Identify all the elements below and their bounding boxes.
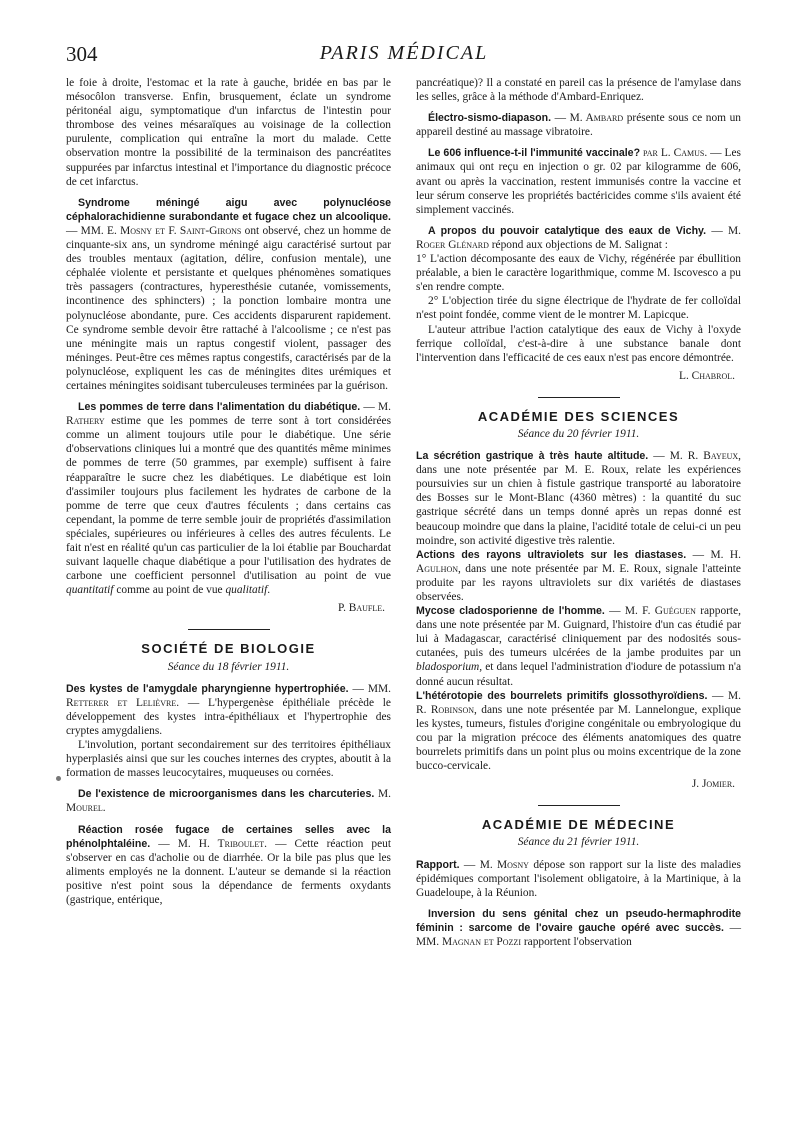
article-title: Des kystes de l'amygdale pharyngienne hypertrophiée. xyxy=(66,682,349,695)
article-body: estime que les pommes de terre sont à tort considérées comme un aliment toujours utile pour le diabétique. Une série d'observations cliniques lui a montré que des quantités même minimes de pommes de terre (50 grammes, par exemple) suffisent à faire réapparaître le sucre chez les diabétiques. Le diabétique est loin d'assimiler toujours plus facilement les hydrates de carbone de la pomme de terre que ceux d'autres féculents ; dans certains cas cependant, la pomme de terre semble jouir de propriétés d'assimilation spéciales, supérieures ou inférieures à celles des autres féculents. Le fait n'est en réalité qu'un cas particulier de la loi établie par Bouchardat suivant laquelle chaque diabétique a pour l'utilisation des hydrates de carbone une coefficient personnel d'utilisation au point de vue xyxy=(66,415,391,583)
running-title: PARIS MÉDICAL xyxy=(319,42,489,64)
signature: J. Jomier. xyxy=(691,778,735,791)
article-mycose: Mycose cladosporienne de l'homme. — M. F. Guéguen rapporte, dans une note présentée par M. Guignard, l'histoire d'un cas étudié par lui à Madagascar, caractérisé cliniquement par des nodosités sous-cutanées, puis des tumeurs ulcérées de la jambe produites par un bladosporium, et dans lequel l'administration d'iodure de potassium n'a donné aucun résultat. xyxy=(416,605,741,688)
article-secretion-gastrique: La sécrétion gastrique à très haute altitude. — M. R. Bayeux, dans une note présentée par M. E. Roux, relate les expériences poursuivies sur un chien à fistule gastrique transporté au laboratoire des Bosses sur le Mont-Blanc (4360 mètres) : la quantité du suc gastrique sécrété dans un temps donné après un repas donné est beaucoup moindre que dans la plaine, l'acidité totale de celui-ci un peu moindre, son activité digestive très ralentie. xyxy=(416,450,742,547)
article-title: Rapport. xyxy=(416,858,460,871)
article-author: M. Mourel. xyxy=(66,788,391,815)
section-divider xyxy=(538,397,620,398)
article-body: dépose son rapport sur la liste des maladies épidémiques comportant l'isolement obligatoire, à la Martinique, à la Guadeloupe, à la Réunion. xyxy=(416,858,741,899)
section-title-sciences: ACADÉMIE DES SCIENCES xyxy=(477,408,680,424)
page-header xyxy=(66,42,742,74)
numbered-point-2: 2° L'objection tirée du signe électrique de l'hydrate de fer colloïdal n'est point fondée, comme vient de le montrer M. Lapicque. xyxy=(416,295,741,322)
article-body: Les animaux qui ont reçu en injection o gr. 02 par kilogramme de 606, avant ou après la vaccination, restent immunisés contre la vaccine et leur sérum conserve les propriétés bactéricides comme s'ils avaient été simplement vaccinés. xyxy=(416,147,741,216)
signature: P. Baufle. xyxy=(338,602,385,615)
margin-dot xyxy=(56,776,61,781)
article-title: L'hétérotopie des bourrelets primitifs glossothyroïdiens. xyxy=(416,689,708,702)
article-title: Actions des rayons ultraviolets sur les diastases. xyxy=(416,548,687,561)
article-title: La sécrétion gastrique à très haute altitude. xyxy=(416,450,649,463)
article-body: Cette réaction peut s'observer en cas d'acholie ou de diarrhée. Or la bile pas plus que les aliments employés ne la donnent. L'auteur se demande si la réaction positive n'est point sous la dépendance de ferments oxydants (gastrique, entérique, xyxy=(66,837,391,906)
article-title: A propos du pouvoir catalytique des eaux de Vichy. xyxy=(428,224,707,237)
page-number: 304 xyxy=(66,42,98,66)
article-body: et dans lequel l'administration d'iodure de potassium n'a donné aucun résultat. xyxy=(416,661,741,688)
emphasis-text: qualitatif xyxy=(225,584,268,597)
article-title: Le 606 influence-t-il l'immunité vaccinale? xyxy=(428,147,641,160)
article-606: Le 606 influence-t-il l'immunité vaccinale? par L. Camus. — Les animaux qui ont reçu en injection o gr. 02 par kilogramme de 606, avant ou après la vaccination, restent immunisés contre la vaccine et leur sérum conserve les propriétés bactéricides comme s'ils avaient été simplement vaccinés. xyxy=(416,147,741,216)
session-date: Séance du 18 février 1911. xyxy=(167,660,290,673)
section-title-biologie: SOCIÉTÉ DE BIOLOGIE xyxy=(141,641,316,657)
article-phenolphtaleine: Réaction rosée fugace de certaines selles avec la phénolphtaléine. — M. H. Triboulet. — Cette réaction peut s'observer en cas d'acholie ou de diarrhée. Or la bile pas plus que les aliments employés ne la donnent. L'auteur se demande si la réaction positive n'est point sous la dépendance de ferments oxydants (gastrique, entérique, xyxy=(66,823,391,906)
article-charcuteries xyxy=(66,787,391,815)
article-body: dans une note présentée par M. Lannelongue, explique les kystes, tumeurs, fistules d'origine congénitale ou embryologique du cou par la migration précoce des éléments anatomiques des quatre bourrelets primitifs dans un point plus ou moins excentrique de la zone bucco-cervicale. xyxy=(416,703,741,773)
article-kystes: Des kystes de l'amygdale pharyngienne hypertrophiée. — MM. Retterer et Lelièvre. — L'hypergenèse épithéliale précède le développement des kystes intra-épithéliaux et l'hypertrophie des cryptes amygdaliens. xyxy=(66,682,391,737)
section-title-medecine: ACADÉMIE DE MÉDECINE xyxy=(481,817,676,833)
article-body-continued: L'auteur attribue l'action catalytique des eaux de Vichy à l'oxyde ferrique colloïdal, c'est-à-dire à une substance banale dont l'intervention dans l'efficacité de ces eaux n'est pas encore démontrée. xyxy=(416,323,741,364)
article-body: comme au point de vue xyxy=(116,584,223,597)
article-vichy: A propos du pouvoir catalytique des eaux de Vichy. — M. Roger Glénard répond aux objections de M. Salignat : xyxy=(416,224,741,251)
article-author: M. F. Guéguen xyxy=(624,605,696,618)
left-column xyxy=(66,76,391,907)
continuation-text: pancréatique)? Il a constaté en pareil cas la présence de l'amylase dans les selles, grâce à la méthode d'Ambard-Enriquez. xyxy=(416,77,741,104)
article-electro-sismo: Électro-sismo-diapason. — M. Ambard présente sous ce nom un appareil destiné au massage vibratoire. xyxy=(416,112,741,139)
article-author: MM. E. Mosny et F. Saint-Girons xyxy=(80,224,242,237)
article-title: Inversion du sens génital chez un pseudo-hermaphrodite féminin : sarcome de l'ovaire gauche opéré avec succès. xyxy=(416,907,741,934)
article-rapport: Rapport. — M. Mosny dépose son rapport sur la liste des maladies épidémiques comportant l'isolement obligatoire, à la Martinique, à la Guadeloupe, à la Réunion. xyxy=(416,858,741,899)
section-divider xyxy=(538,805,620,806)
article-body: L'hypergenèse épithéliale précède le développement des kystes intra-épithéliaux et l'hypertrophie des cryptes amygdaliens. xyxy=(66,696,391,737)
article-body: dans une note présentée par M. E. Roux, relate les expériences poursuivies sur un chien à fistule gastrique transporté au laboratoire des Bosses sur le Mont-Blanc (4360 mètres) : la quantité du suc gastrique sécrété dans un temps donné après un repas donné est beaucoup moindre que dans la plaine, l'acidité totale de celui-ci un peu moindre, son activité digestive très ralentie. xyxy=(416,464,741,547)
article-author: M. R. Robinson, xyxy=(416,689,741,716)
article-heterotopie: L'hétérotopie des bourrelets primitifs glossothyroïdiens. — M. R. Robinson, dans une note présentée par M. Lannelongue, explique les kystes, tumeurs, fistules d'origine congénitale ou embryologique du cou par la migration précoce des éléments anatomiques des quatre bourrelets primitifs dans un point plus ou moins excentrique de la zone bucco-cervicale. xyxy=(416,689,741,773)
numbered-point-1: 1° L'action décomposante des eaux de Vichy, régénérée par ébullition préalable, a bien le caractère logarithmique, comme M. Iscovesco a pu s'en rendre compte. xyxy=(416,253,741,294)
article-body: présente sous ce nom un appareil destiné au massage vibratoire. xyxy=(416,112,741,139)
article-body: ont observé, chez un homme de cinquante-six ans, un syndrome méningé aigu caractérisé surtout par des troubles mentaux (agitation, délire, confusion mentale), une céphalée violente et persistante et quelques phénomènes somatiques très passagers (contractures, hyperesthésie cutanée, vomissements, incontinence des sphincters) ; la ponction lombaire montra une polynucléose abondante, pure. Ces accidents disparurent rapidement. Ce syndrome semble devoir être rattaché à l'alcoolisme ; ce n'est pas une méningite mais un raptus congestif violent, passager des méninges. Peut-être ces mêmes raptus congestifs, caractérisés par de la polynucléose, expliquent les cas de méningites dites urémiques et certaines méningites soidisant tuberculeuses terminées par la guérison. xyxy=(66,224,391,392)
session-date: Séance du 21 février 1911. xyxy=(517,836,640,849)
article-body-continued: L'involution, portant secondairement sur des territoires épithéliaux hyperplasiés ainsi que sur les couches internes des cryptes, aboutit à la formation de masses leucocytaires, muqueuses ou cornées. xyxy=(66,739,391,780)
article-author: par L. Camus. xyxy=(643,147,708,160)
article-title: Mycose cladosporienne de l'homme. xyxy=(416,605,605,618)
article-author: M. H. Triboulet. xyxy=(177,837,268,850)
article-author: M. Ambard xyxy=(569,112,624,125)
article-body: répond aux objections de M. Salignat : xyxy=(491,238,668,251)
right-column xyxy=(416,76,741,949)
article-author: M. R. Bayeux, xyxy=(669,450,742,463)
article-syndrome-meninge: Syndrome méningé aigu avec polynucléose céphalorachidienne surabondante et fugace chez un alcoolique. — MM. E. Mosny et F. Saint-Girons ont observé, chez un homme de cinquante-six ans, un syndrome méningé aigu caractérisé surtout par des troubles mentaux (agitation, délire, confusion mentale), une céphalée violente et persistante et quelques phénomènes somatiques très passagers (contractures, hyperesthésie cutanée, vomissements, incontinence des sphincters) ; la ponction lombaire montra une polynucléose abondante, pure. Ces accidents disparurent rapidement. Ce syndrome semble devoir être rattaché à l'alcoolisme ; ce n'est pas une méningite mais un raptus congestif violent, passager des méninges. Peut-être ces mêmes raptus congestifs, caractérisés par de la polynucléose, expliquent les cas de méningites dites urémiques et certaines méningites soidisant tuberculeuses terminées par la guérison. xyxy=(66,196,391,392)
article-title: Les pommes de terre dans l'alimentation du diabétique. xyxy=(78,401,361,414)
article-body: rapporte, dans une note présentée par M. Guignard, l'histoire d'un cas étudié par lui à Madagascar, caractérisé cliniquement par des nodosités sous-cutanées, puis des tumeurs ulcérées de la jambe produites par un xyxy=(416,605,741,660)
article-rayons-ultraviolets: Actions des rayons ultraviolets sur les diastases. — M. H. Agulhon, dans une note présentée par M. E. Roux, signale l'atteinte produite par les rayons ultraviolets sur dix variétés de diastases observées. xyxy=(416,548,741,603)
article-author: M. Roger Glénard xyxy=(416,224,741,251)
article-pommes-de-terre: Les pommes de terre dans l'alimentation du diabétique. — M. Rathery estime que les pommes de terre sont à tort considérées comme un aliment toujours utile pour le diabétique. Une série d'observations cliniques lui a montré que des quantités même minimes de pommes de terre (50 grammes, par exemple) suffisent à faire réapparaître le sucre chez les diabétiques. Le diabétique est loin d'assimiler toujours plus facilement les hydrates de carbone de la pomme de terre que ceux d'autres féculents ; dans certains cas cependant, la pomme de terre semble jouir de propriétés d'assimilation spéciales, supérieures ou inférieures à celles des autres féculents. Le fait n'est en réalité qu'un cas particulier de la loi établie par Bouchardat suivant laquelle chaque diabétique a pour l'utilisation des hydrates de carbone une coefficient personnel d'utilisation au point de vue quantitatif comme au point de vue qualitatif. xyxy=(66,401,391,597)
article-inversion-sens-genital: Inversion du sens génital chez un pseudo-hermaphrodite féminin : sarcome de l'ovaire gauche opéré avec succès. — MM. Magnan et Pozzi rapportent l'observation xyxy=(416,907,741,948)
emphasis-text: bladosporium, xyxy=(416,661,483,674)
article-author: MM. Retterer et Lelièvre. xyxy=(66,682,391,709)
article-body: rapportent l'observation xyxy=(523,935,632,948)
article-author: M. Rathery xyxy=(66,401,391,428)
section-divider xyxy=(188,629,270,630)
article-title: Réaction rosée fugace de certaines selles avec la phénolphtaléine. xyxy=(66,823,391,850)
continuation-text: le foie à droite, l'estomac et la rate à gauche, bridée en bas par le mésocôlon transverse. Enfin, brusquement, éclate un syndrome péritonéal aigu, symptomatique d'un infarctus de l'intestin pour thrombose des veines mésaraïques au voisinage de la collection purulente, complication qui entraîne la mort du malade. Cette observation montre la possibilité de la terminaison des pancréatites suppurées par infarctus intestinal et l'importance du diagnostic précoce de cet infarctus. xyxy=(66,77,391,188)
article-author: M. H. Agulhon, xyxy=(416,548,741,575)
emphasis-text: quantitatif xyxy=(66,584,114,597)
article-body: dans une note présentée par M. E. Roux, signale l'atteinte produite par les rayons ultraviolets sur dix variétés de diastases observées. xyxy=(416,562,741,603)
article-title: De l'existence de microorganismes dans les charcuteries. xyxy=(78,788,375,801)
article-author: MM. Magnan et Pozzi xyxy=(416,935,521,948)
signature: L. Chabrol. xyxy=(679,369,735,382)
article-author: M. Mosny xyxy=(479,858,529,871)
article-title: Syndrome méningé aigu avec polynucléose céphalorachidienne surabondante et fugace chez un alcoolique. xyxy=(66,196,391,223)
article-title: Électro-sismo-diapason. xyxy=(428,112,552,125)
session-date: Séance du 20 février 1911. xyxy=(517,427,640,440)
